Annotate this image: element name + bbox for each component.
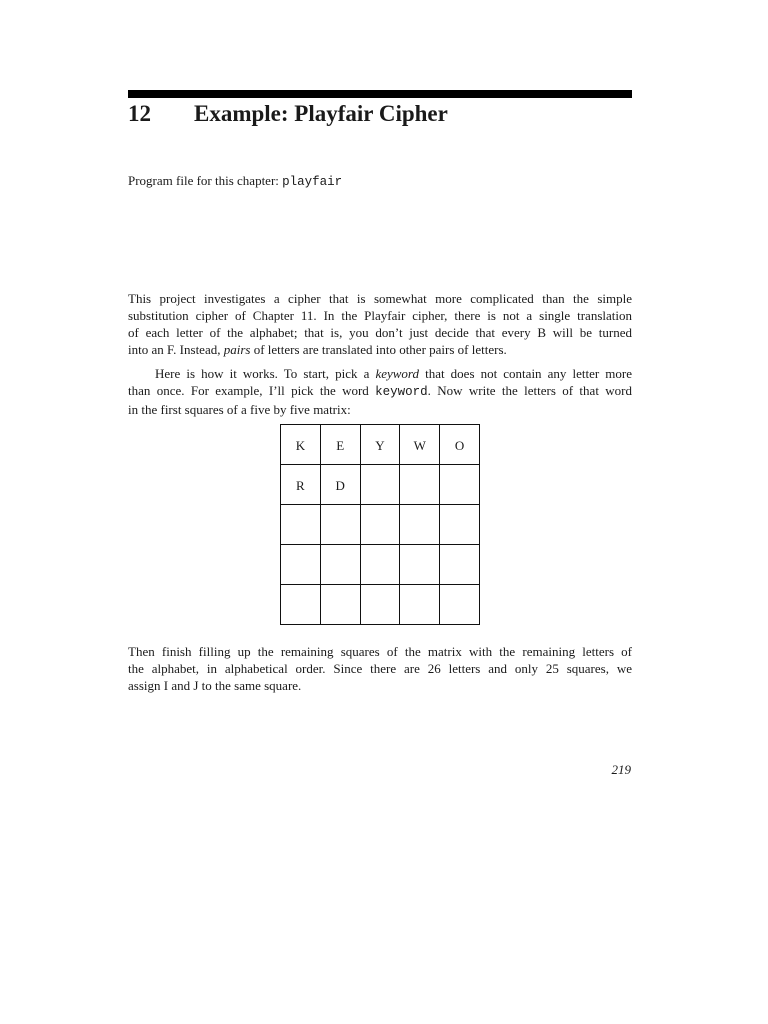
paragraph-how-it-works — [128, 365, 632, 418]
matrix-cell — [281, 545, 321, 585]
paragraph-line — [128, 382, 632, 401]
matrix-row — [281, 545, 480, 585]
chapter-number: 12 — [128, 101, 151, 126]
chapter-heading — [128, 99, 448, 129]
playfair-matrix — [280, 424, 480, 625]
matrix-cell: D — [320, 465, 360, 505]
matrix-cell — [440, 505, 480, 545]
matrix-cell — [281, 585, 321, 625]
text-segment: into an F. Instead, — [128, 342, 221, 357]
matrix-cell — [320, 585, 360, 625]
program-file-name: playfair — [282, 175, 343, 189]
matrix-cell: Y — [360, 425, 400, 465]
matrix-cell — [360, 585, 400, 625]
matrix-row — [281, 585, 480, 625]
paragraph-line — [128, 365, 632, 382]
text-segment: than once. For example, I’ll pick the word — [128, 383, 369, 398]
text-segment: that does not contain any letter more — [425, 366, 632, 381]
emphasis-keyword: keyword — [375, 366, 419, 381]
matrix-cell: W — [400, 425, 440, 465]
matrix-cell — [400, 545, 440, 585]
matrix-cell — [440, 585, 480, 625]
matrix-row — [281, 425, 480, 465]
chapter-rule — [128, 90, 632, 98]
emphasis-pairs: pairs — [223, 342, 251, 357]
text-segment: of letters are translated into other pairs of letters. — [253, 342, 507, 357]
matrix-cell — [400, 505, 440, 545]
program-file-label: Program file for this chapter: — [128, 173, 279, 188]
paragraph-line: of each letter of the alphabet; that is, you don’t just decide that every B will be turned — [128, 325, 632, 340]
matrix-cell — [320, 505, 360, 545]
paragraph-line: Then finish filling up the remaining squares of the matrix with the remaining letters of — [128, 644, 632, 659]
text-segment: . Now write the letters of that word — [427, 383, 632, 398]
matrix-cell — [400, 465, 440, 505]
matrix-cell — [360, 465, 400, 505]
matrix-row — [281, 505, 480, 545]
matrix-row — [281, 465, 480, 505]
page-number: 219 — [611, 762, 631, 777]
program-file-line — [128, 172, 342, 191]
paragraph-line: assign I and J to the same square. — [128, 678, 302, 693]
paragraph-line: substitution cipher of Chapter 11. In the Playfair cipher, there is not a single translation — [128, 308, 632, 323]
matrix-cell — [320, 545, 360, 585]
matrix-cell — [400, 585, 440, 625]
chapter-title: Example: Playfair Cipher — [194, 101, 448, 126]
matrix-cell — [440, 465, 480, 505]
matrix-cell: K — [281, 425, 321, 465]
matrix-cell — [360, 545, 400, 585]
paragraph-line: in the first squares of a five by five matrix: — [128, 402, 351, 417]
matrix-cell — [440, 545, 480, 585]
matrix-cell — [281, 505, 321, 545]
paragraph-line: the alphabet, in alphabetical order. Since there are 26 letters and only 25 squares, we — [128, 661, 632, 676]
matrix-cell: O — [440, 425, 480, 465]
matrix-cell: R — [281, 465, 321, 505]
matrix-cell: E — [320, 425, 360, 465]
paragraph-line: This project investigates a cipher that is somewhat more complicated than the simple — [128, 291, 632, 306]
matrix-cell — [360, 505, 400, 545]
text-segment: Here is how it works. To start, pick a — [155, 366, 370, 381]
paragraph-intro — [128, 290, 632, 358]
paragraph-line — [128, 341, 632, 358]
code-keyword: keyword — [375, 385, 428, 399]
paragraph-finish — [128, 643, 632, 694]
